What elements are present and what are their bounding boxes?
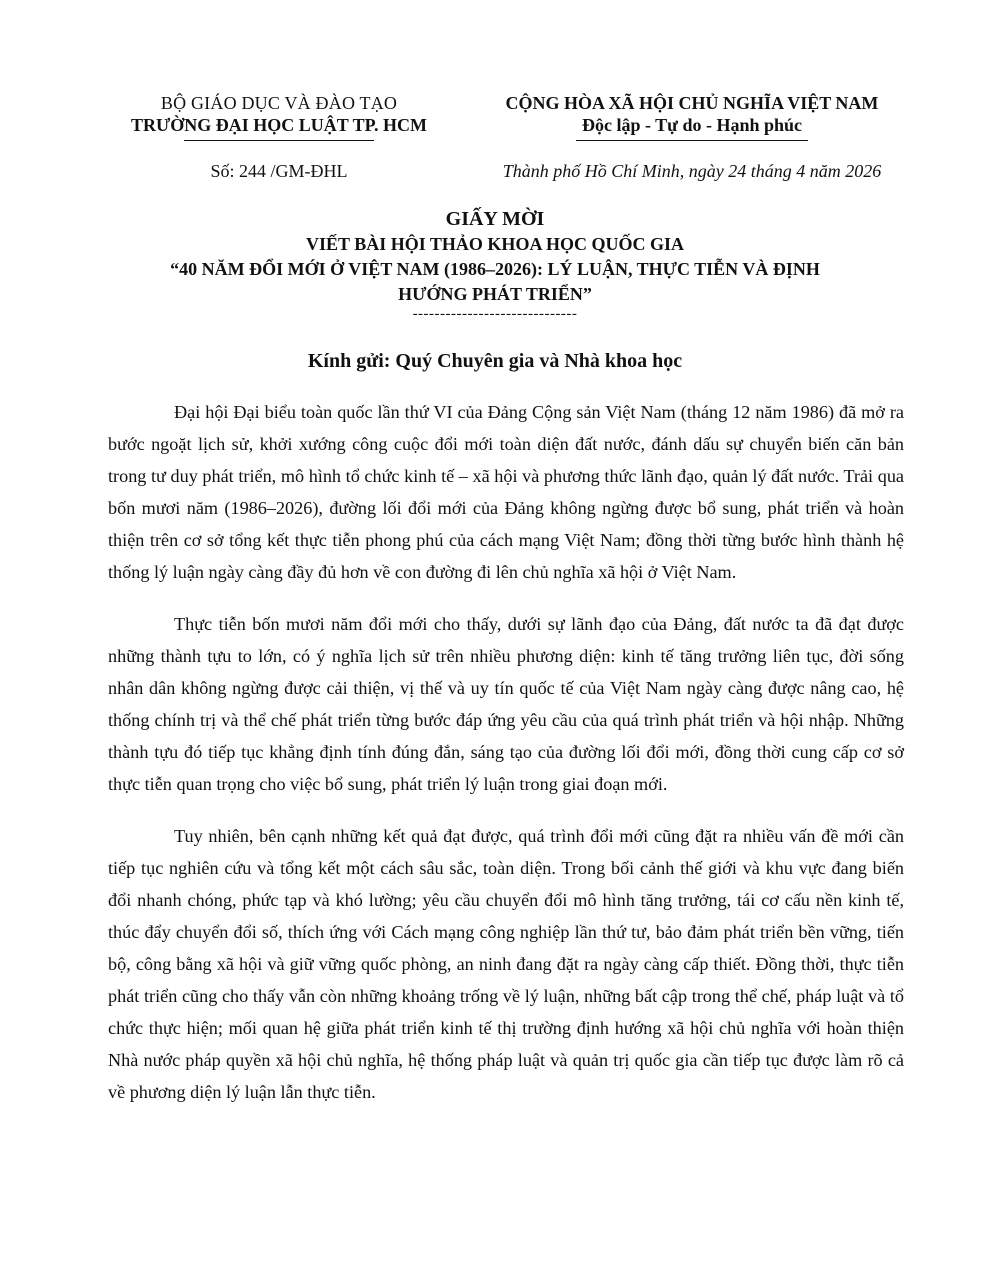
issuer-underline — [184, 140, 374, 141]
motto-underline — [576, 140, 808, 141]
national-motto: Độc lập - Tự do - Hạnh phúc — [581, 115, 803, 135]
university-name: TRƯỜNG ĐẠI HỌC LUẬT TP. HCM — [130, 115, 428, 135]
document-title — [80, 206, 910, 321]
title-separator: ------------------------------ — [412, 306, 578, 322]
title-line-2: “40 NĂM ĐỔI MỚI Ở VIỆT NAM (1986–2026): LÝ LUẬN, THỰC TIỄN VÀ ĐỊNH — [170, 259, 820, 279]
place-date: Thành phố Hồ Chí Minh, ngày 24 tháng 4 năm 2026 — [502, 161, 882, 181]
title-main: GIẤY MỜI — [445, 208, 545, 230]
title-line-1: VIẾT BÀI HỘI THẢO KHOA HỌC QUỐC GIA — [306, 234, 684, 254]
document-body — [108, 396, 904, 1128]
body-paragraph: Thực tiễn bốn mươi năm đổi mới cho thấy, dưới sự lãnh đạo của Đảng, đất nước ta đã đạt được những thành tựu to lớn, có ý nghĩa lịch sử trên nhiều phương diện: kinh tế tăng trưởng liên tục, đời sống nhân dân không ngừng được cải thiện, vị thế và uy tín quốc tế của Việt Nam ngày càng được nâng cao, hệ thống chính trị và thể chế phát triển từng bước đáp ứng yêu cầu của quá trình phát triển và hội nhập. Những thành tựu đó tiếp tục khẳng định tính đúng đắn, sáng tạo của đường lối đổi mới, đồng thời cung cấp cơ sở thực tiễn quan trọng cho việc bổ sung, phát triển lý luận trong giai đoạn mới. — [108, 614, 904, 794]
title-line-3: HƯỚNG PHÁT TRIỂN” — [398, 284, 592, 304]
body-paragraph: Đại hội Đại biểu toàn quốc lần thứ VI của Đảng Cộng sản Việt Nam (tháng 12 năm 1986) đã mở ra bước ngoặt lịch sử, khởi xướng công cuộc đổi mới toàn diện đất nước, đánh dấu sự chuyển biến căn bản trong tư duy phát triển, mô hình tổ chức kinh tế – xã hội và phương thức lãnh đạo, quản lý đất nước. Trải qua bốn mươi năm (1986–2026), đường lối đổi mới của Đảng không ngừng được bổ sung, phát triển và hoàn thiện trên cơ sở tổng kết thực tiễn phong phú của cách mạng Việt Nam; đồng thời từng bước hình thành hệ thống lý luận ngày càng đầy đủ hơn về con đường đi lên chủ nghĩa xã hội ở Việt Nam. — [108, 402, 904, 582]
document-number: Số: 244 /GM-ĐHL — [210, 161, 348, 181]
issuer-block — [96, 92, 462, 141]
salutation: Kính gửi: Quý Chuyên gia và Nhà khoa học — [307, 350, 683, 372]
country-name: CỘNG HÒA XÃ HỘI CHỦ NGHĨA VIỆT NAM — [505, 93, 879, 113]
national-heading-block — [468, 92, 916, 141]
body-paragraph: Tuy nhiên, bên cạnh những kết quả đạt được, quá trình đổi mới cũng đặt ra nhiều vấn đề mới cần tiếp tục nghiên cứu và tổng kết một cách sâu sắc, toàn diện. Trong bối cảnh thế giới và khu vực đang biến đổi nhanh chóng, phức tạp và khó lường; yêu cầu chuyển đổi mô hình tăng trưởng, tái cơ cấu nền kinh tế, thúc đẩy chuyển đổi số, thích ứng với Cách mạng công nghiệp lần thứ tư, bảo đảm phát triển bền vững, tiến bộ, công bằng xã hội và giữ vững quốc phòng, an ninh đang đặt ra ngày càng cấp thiết. Đồng thời, thực tiễn phát triển cũng cho thấy vẫn còn những khoảng trống về lý luận, những bất cập trong thể chế, pháp luật và tổ chức thực hiện; mối quan hệ giữa phát triển kinh tế thị trường định hướng xã hội chủ nghĩa với hoàn thiện Nhà nước pháp quyền xã hội chủ nghĩa, hệ thống pháp luật và quản trị quốc gia cần tiếp tục được làm rõ cả về phương diện lý luận lẫn thực tiễn. — [108, 826, 904, 1102]
ministry-name: BỘ GIÁO DỤC VÀ ĐÀO TẠO — [160, 93, 398, 113]
